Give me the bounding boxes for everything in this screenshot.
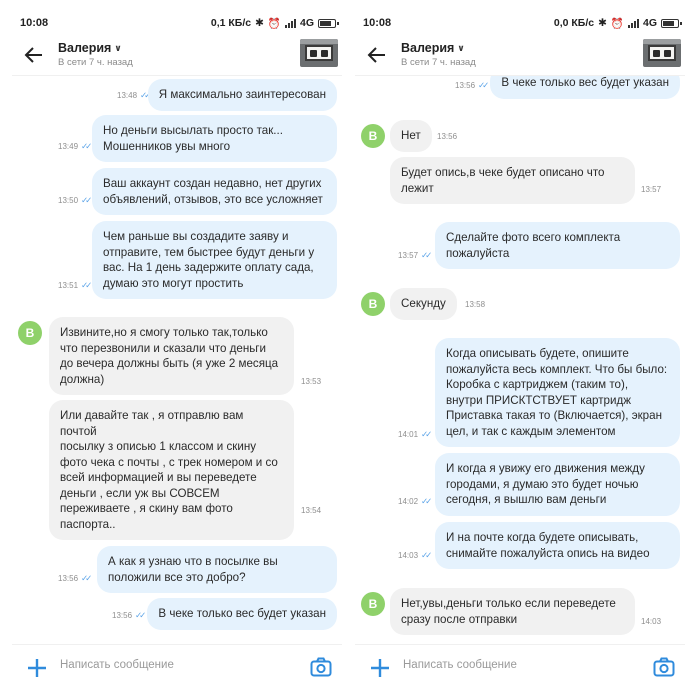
message-meta — [398, 496, 432, 507]
message-input[interactable]: Написать сообщение — [60, 659, 174, 671]
compose-bar — [12, 644, 342, 690]
message-row — [355, 522, 685, 568]
message-meta — [465, 300, 485, 309]
message-bubble[interactable]: И когда я увижу его движения между городами, я думаю это будет ночью сегодня, я вышлю вам деньги — [435, 453, 680, 516]
signal-icon — [285, 19, 296, 28]
read-ticks-icon: ✓✓ — [421, 496, 430, 506]
message-bubble[interactable]: Чем раньше вы создадите заяву и отправите, тем быстрее будут деньги у вас. На 1 день задержите оплату сада, думаю это могут простить — [92, 221, 337, 299]
network-type: 4G — [299, 17, 314, 29]
read-ticks-icon: ✓✓ — [421, 550, 430, 560]
battery-icon — [318, 19, 336, 28]
message-bubble[interactable]: Нет,увы,деньги только если переведете сразу после отправки — [390, 588, 635, 635]
message-bubble[interactable]: В чеке только вес будет указан — [147, 598, 337, 630]
message-bubble[interactable]: Будет опись,в чеке будет описано что лежит — [390, 157, 635, 204]
compose-bar — [355, 644, 685, 690]
message-time: 14:01 — [398, 430, 419, 439]
status-time: 10:08 — [363, 17, 392, 29]
message-bubble[interactable]: Нет — [390, 120, 432, 152]
camera-icon[interactable] — [310, 657, 332, 677]
message-time: 13:58 — [465, 300, 486, 309]
alarm-icon: ⏰ — [610, 17, 624, 30]
plus-icon[interactable] — [26, 657, 48, 679]
message-meta — [58, 280, 92, 291]
message-meta — [641, 185, 661, 194]
contact-name: Валерия — [58, 41, 112, 55]
avatar[interactable]: В — [361, 124, 385, 148]
message-row — [12, 598, 342, 629]
read-ticks-icon: ✓✓ — [81, 195, 90, 205]
message-meta — [58, 573, 92, 584]
read-ticks-icon: ✓✓ — [81, 141, 90, 151]
message-row — [355, 588, 685, 634]
read-ticks-icon: ✓✓ — [81, 573, 90, 583]
message-bubble[interactable]: Сделайте фото всего комплекта пожалуйста — [435, 222, 680, 269]
chat-header — [355, 36, 685, 76]
message-bubble[interactable]: Ваш аккаунт создан недавно, нет других объявлений, отзывов, это все усложняет — [92, 168, 337, 215]
signal-icon — [628, 19, 639, 28]
message-list — [355, 76, 685, 644]
message-time: 13:57 — [641, 185, 662, 194]
message-list — [12, 76, 342, 644]
read-ticks-icon: ✓✓ — [421, 250, 430, 260]
message-bubble[interactable]: Я максимально заинтересован — [148, 79, 337, 111]
listing-thumbnail[interactable] — [643, 39, 681, 67]
battery-icon — [661, 19, 679, 28]
message-meta — [398, 250, 432, 261]
message-time: 13:48 — [117, 91, 138, 100]
contact-info[interactable] — [401, 41, 476, 68]
read-ticks-icon: ✓✓ — [81, 280, 90, 290]
message-bubble[interactable]: Извините,но я смогу только так,только что перезвонили и сказали что деньги до вечера должны быть (я уже 2 месяца должна) — [49, 317, 294, 395]
network-type: 4G — [642, 17, 657, 29]
message-row — [12, 168, 342, 214]
message-bubble[interactable]: Или давайте так , я отправлю вам почтой посылку з описью 1 классом и скину фото чека с почты , с трек номером и со всей информацией и вы переведете деньги , если уж вы СОВСЕМ переживаете , я скину вам фото паспорта.. — [49, 400, 294, 540]
message-time: 13:49 — [58, 142, 79, 151]
message-time: 13:54 — [301, 506, 322, 515]
status-bar — [355, 10, 685, 36]
read-ticks-icon: ✓✓ — [140, 90, 149, 100]
message-row — [355, 453, 685, 514]
chevron-down-icon: ∨ — [457, 42, 465, 53]
message-meta — [398, 429, 432, 440]
message-bubble[interactable]: А как я узнаю что в посылке вы положили все это добро? — [97, 546, 337, 593]
read-ticks-icon: ✓✓ — [421, 429, 430, 439]
message-time: 13:56 — [437, 132, 458, 141]
message-bubble[interactable]: Когда описывать будете, опишите пожалуйста весь комплект. Что бы было: Коробка с картриджем (таким то), внутри ПРИСКТСТВУЕТ картридж Приставка такая то (Включается), экран цел, и так с каждым элементом — [435, 338, 680, 447]
network-speed: 0,0 КБ/с — [553, 17, 595, 29]
alarm-icon: ⏰ — [267, 17, 281, 30]
chevron-down-icon: ∨ — [114, 42, 122, 53]
contact-info[interactable] — [58, 41, 133, 68]
message-time: 13:56 — [58, 574, 79, 583]
back-arrow-icon[interactable] — [365, 43, 389, 67]
message-time: 14:03 — [641, 617, 662, 626]
message-bubble[interactable]: И на почте когда будете описывать, снимайте пожалуйста опись на видео — [435, 522, 680, 569]
message-time: 13:51 — [58, 281, 79, 290]
message-meta — [58, 141, 92, 152]
chat-header — [12, 36, 342, 76]
contact-last-seen: В сети 7 ч. назад — [401, 57, 476, 68]
read-ticks-icon: ✓✓ — [135, 610, 144, 620]
message-meta — [398, 550, 432, 561]
message-bubble[interactable]: Секунду — [390, 288, 457, 320]
back-arrow-icon[interactable] — [22, 43, 46, 67]
message-row — [355, 157, 685, 203]
message-time: 13:57 — [398, 251, 419, 260]
message-row — [12, 221, 342, 297]
message-row — [12, 400, 342, 531]
network-speed: 0,1 КБ/с — [210, 17, 252, 29]
message-meta — [117, 90, 151, 101]
message-time: 13:53 — [301, 377, 322, 386]
message-meta — [112, 610, 146, 621]
chat-screen-right — [355, 10, 685, 690]
message-time: 13:56 — [455, 81, 476, 90]
avatar[interactable]: В — [361, 292, 385, 316]
plus-icon[interactable] — [369, 657, 391, 679]
read-ticks-icon: ✓✓ — [478, 80, 487, 90]
message-time: 13:56 — [112, 611, 133, 620]
contact-last-seen: В сети 7 ч. назад — [58, 57, 133, 68]
message-bubble[interactable]: В чеке только вес будет указан — [490, 76, 680, 99]
bluetooth-icon: ✱ — [598, 17, 607, 29]
message-meta — [437, 132, 457, 141]
message-row — [12, 317, 342, 393]
listing-thumbnail[interactable] — [300, 39, 338, 67]
camera-icon[interactable] — [653, 657, 675, 677]
message-row — [12, 115, 342, 161]
bluetooth-icon: ✱ — [255, 17, 264, 29]
contact-name: Валерия — [401, 41, 455, 55]
chat-screen-left — [12, 10, 342, 690]
message-row — [355, 76, 685, 97]
message-bubble[interactable]: Но деньги высылать просто так... Мошенников увы много — [92, 115, 337, 162]
status-bar — [12, 10, 342, 36]
message-row — [12, 79, 342, 109]
avatar[interactable]: В — [361, 592, 385, 616]
message-meta — [58, 195, 92, 206]
message-meta — [301, 506, 321, 515]
message-input[interactable]: Написать сообщение — [403, 659, 517, 671]
avatar[interactable]: В — [18, 321, 42, 345]
message-meta — [301, 377, 321, 386]
message-time: 14:03 — [398, 551, 419, 560]
message-meta — [641, 617, 661, 626]
message-row — [355, 120, 685, 151]
message-row — [355, 288, 685, 319]
message-row — [355, 338, 685, 445]
message-row — [355, 222, 685, 268]
message-time: 14:02 — [398, 497, 419, 506]
message-meta — [455, 80, 489, 91]
status-time: 10:08 — [20, 17, 49, 29]
message-row — [12, 546, 342, 592]
message-time: 13:50 — [58, 196, 79, 205]
